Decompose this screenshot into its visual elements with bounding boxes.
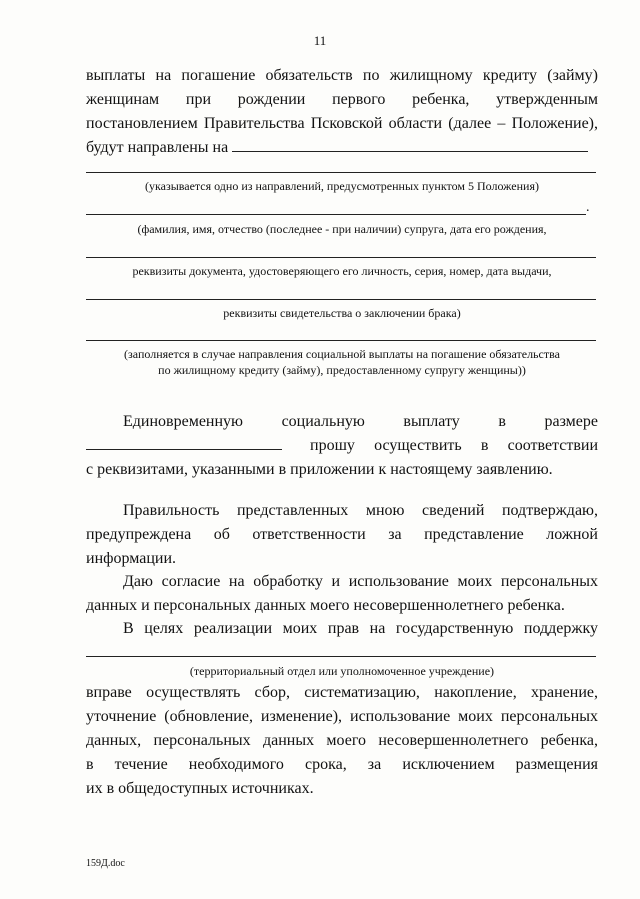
- text-line: предупреждена об ответственности за представление ложной: [86, 526, 598, 543]
- paragraph-processing: [86, 681, 598, 801]
- paragraph-confirmation: [86, 499, 598, 571]
- amount-fill-line[interactable]: [86, 435, 282, 450]
- caption-spouse-id: реквизиты документа, удостоверяющего его личность, серия, номер, дата выдачи,: [132, 264, 552, 278]
- paragraph-intro: [86, 64, 598, 160]
- marriage-certificate-fill-line[interactable]: [86, 299, 596, 300]
- spouse-loan-fill-line[interactable]: [86, 340, 596, 341]
- text-line: женщинам при рождении первого ребенка, утвержденным: [86, 91, 598, 108]
- text-line: Правильность представленных мною сведений подтверждаю,: [123, 502, 598, 519]
- caption-spouse-loan: (заполняется в случае направления социальной выплаты на погашение обязательства по жилищному кредиту (займу), предоставленному супругу женщины)): [124, 347, 560, 377]
- caption-marriage-certificate: реквизиты свидетельства о заключении брака): [223, 306, 461, 320]
- text-line: с реквизитами, указанными в приложении к настоящему заявлению.: [86, 461, 553, 478]
- caption-direction: (указывается одно из направлений, предусмотренных пунктом 5 Положения): [144, 179, 539, 193]
- paragraph-payment: [86, 410, 598, 482]
- text-line: в течение необходимого срока, за исключением размещения: [86, 756, 598, 773]
- spouse-name-fill-line[interactable]: [86, 214, 586, 215]
- text-line: будут направлены на: [86, 136, 598, 160]
- text-line: прошу осуществить в соответствии: [86, 434, 598, 458]
- text-line: данных, персональных данных моего несовершеннолетнего ребенка,: [86, 732, 598, 749]
- text-line: Единовременную социальную выплату в размере: [123, 413, 598, 430]
- direction-fill-line[interactable]: [232, 137, 588, 152]
- text-line: данных и персональных данных моего несовершеннолетнего ребенка.: [86, 597, 565, 614]
- text-line: В целях реализации моих прав на государственную поддержку: [123, 620, 598, 637]
- footer-filename: 159Д.doc: [86, 858, 125, 869]
- paragraph-consent: [86, 570, 598, 618]
- paragraph-rights: [86, 617, 598, 641]
- text-line: Даю согласие на обработку и использование моих персональных: [123, 573, 598, 590]
- trailing-dot: .: [586, 200, 590, 215]
- caption-spouse-name: (фамилия, имя, отчество (последнее - при наличии) супруга, дата его рождения,: [137, 222, 547, 236]
- direction-fill-line-2[interactable]: [86, 172, 596, 173]
- text-line: выплаты на погашение обязательств по жилищному кредиту (займу): [86, 67, 598, 84]
- text-line: уточнение (обновление, изменение), использование моих персональных: [86, 708, 598, 725]
- text-line: постановлением Правительства Псковской области (далее – Положение),: [86, 115, 598, 132]
- text-line: их в общедоступных источниках.: [86, 780, 314, 797]
- caption-department: (территориальный отдел или уполномоченное учреждение): [189, 664, 495, 678]
- text-line: вправе осуществлять сбор, систематизацию, накопление, хранение,: [86, 684, 598, 701]
- page-number: 11: [313, 33, 327, 48]
- text-line: информации.: [86, 550, 177, 567]
- department-fill-line[interactable]: [86, 656, 596, 657]
- spouse-id-fill-line[interactable]: [86, 257, 596, 258]
